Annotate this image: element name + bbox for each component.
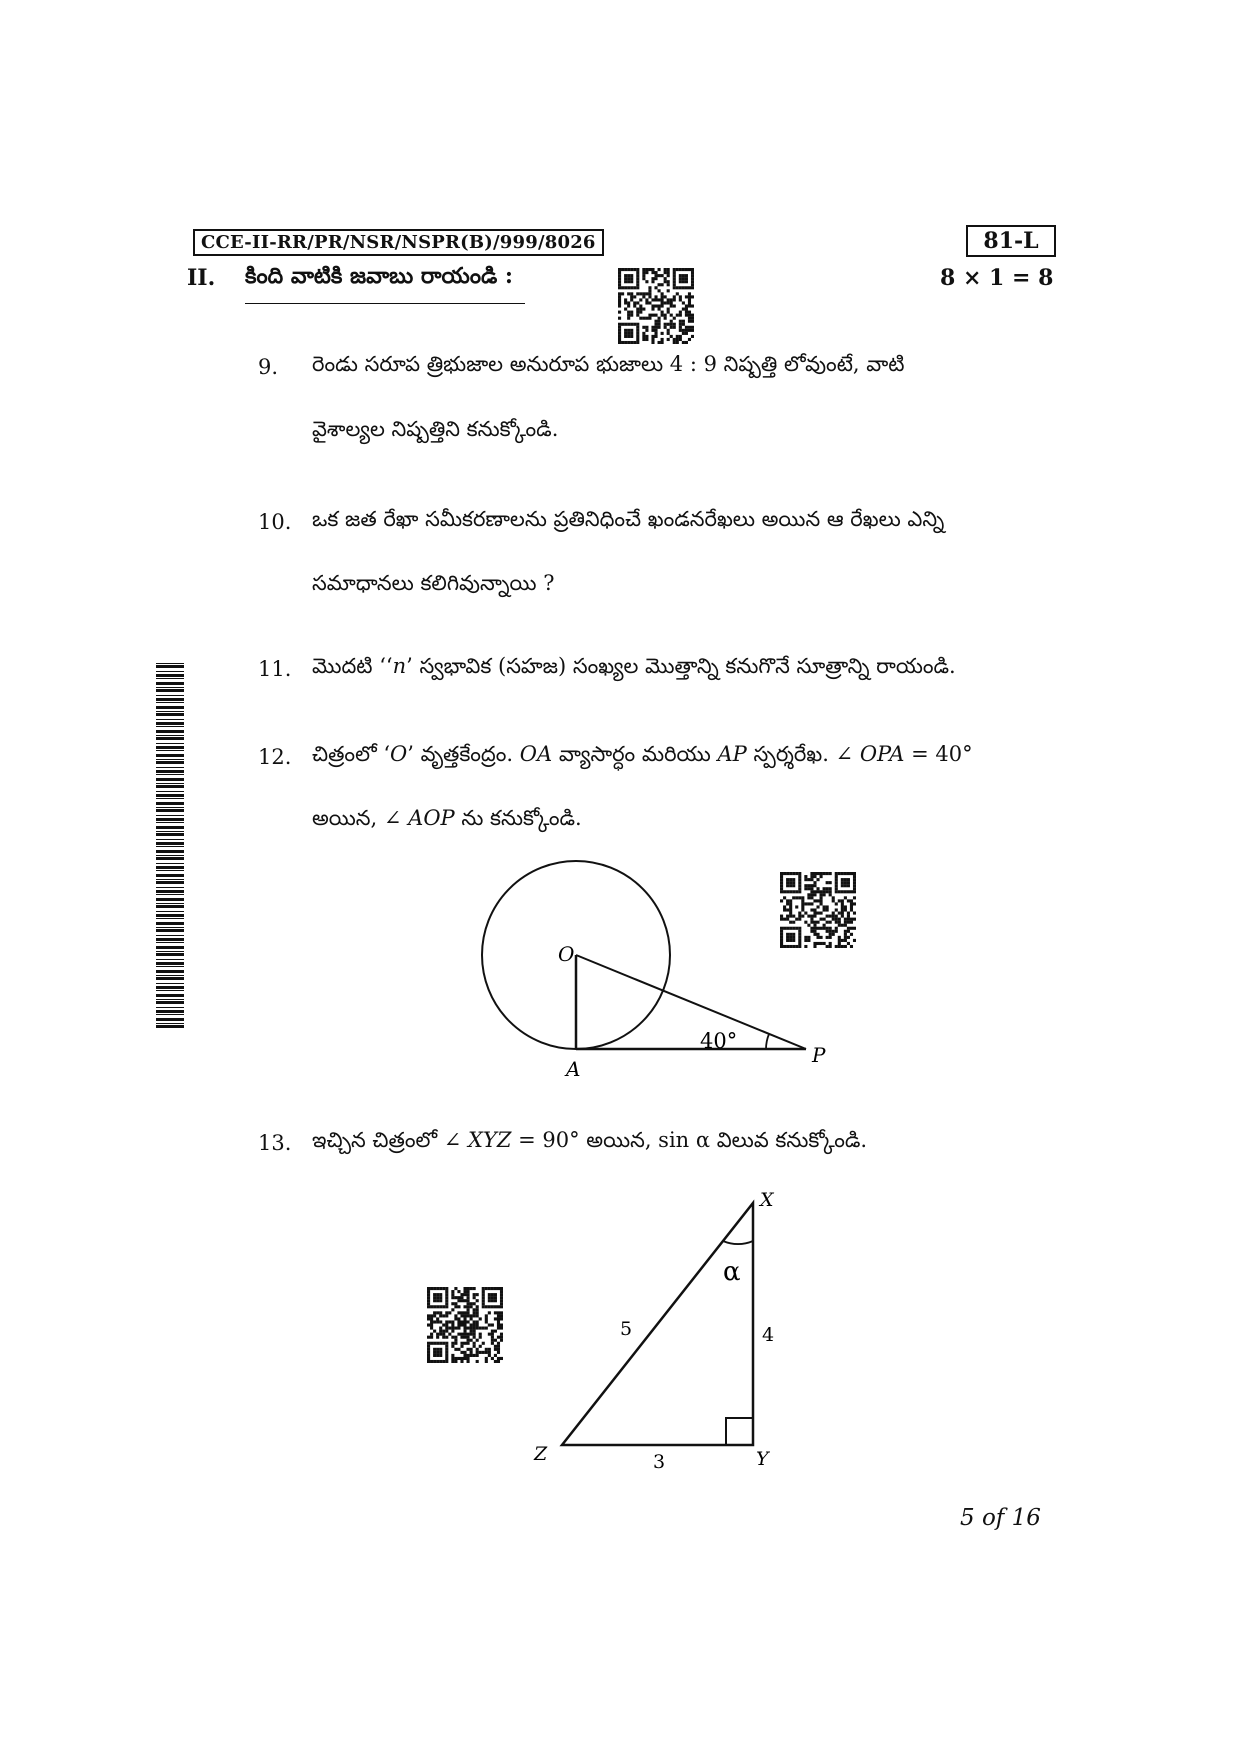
page-number: 5 of 16 bbox=[960, 1505, 1041, 1531]
question-12-line1: చిత్రంలో ‘O’ వృత్తకేంద్రం. OA వ్యాసార్ధం మరియు AP స్పర్శరేఖ. ∠ OPA = 40° bbox=[312, 742, 973, 766]
qr-code-figure13 bbox=[427, 1287, 503, 1363]
right-angle-marker bbox=[726, 1418, 753, 1445]
figure-right-triangle bbox=[520, 1180, 800, 1470]
question-paper-code: CCE-II-RR/PR/NSR/NSPR(B)/999/8026 bbox=[193, 229, 604, 256]
section-marks: 8 × 1 = 8 bbox=[940, 265, 1054, 291]
angle-label-40: 40° bbox=[700, 1029, 738, 1053]
figure-circle-tangent bbox=[470, 860, 850, 1090]
question-11-line1: మొదటి ‘‘n’ స్వభావిక (సహజ) సంఖ్యల మొత్తాన్ని కనుగొనే సూత్రాన్ని రాయండి. bbox=[312, 654, 956, 678]
section-number: II. bbox=[187, 265, 216, 291]
label-Y: Y bbox=[756, 1448, 769, 1470]
angle-arc-P bbox=[766, 1034, 769, 1049]
qr-code-top bbox=[618, 268, 694, 344]
side-label-XY: 4 bbox=[762, 1324, 775, 1346]
section-title: కింది వాటికి జవాబు రాయండి : bbox=[245, 263, 514, 289]
question-11-number: 11. bbox=[258, 657, 292, 681]
side-label-ZX: 5 bbox=[620, 1318, 633, 1340]
label-P: P bbox=[812, 1043, 826, 1067]
question-12-number: 12. bbox=[258, 745, 292, 769]
label-Z: Z bbox=[534, 1443, 548, 1465]
segment-OP bbox=[576, 955, 806, 1049]
question-10-line2: సమాధానలు కలిగివున్నాయి ? bbox=[312, 571, 555, 595]
question-9-line1: రెండు సరూప త్రిభుజాల అనురూప భుజాలు 4 : 9 నిష్పత్తి లోవుంటే, వాటి bbox=[312, 352, 905, 376]
section-title-underline bbox=[245, 303, 525, 304]
question-13-line1: ఇచ్చిన చిత్రంలో ∠ XYZ = 90° అయిన, sin α విలువ కనుక్కోండి. bbox=[312, 1128, 868, 1152]
question-10-number: 10. bbox=[258, 510, 292, 534]
label-O: O bbox=[558, 942, 575, 966]
question-13-number: 13. bbox=[258, 1131, 292, 1155]
label-A: A bbox=[566, 1057, 581, 1081]
question-10-line1: ఒక జత రేఖా సమీకరణాలను ప్రతినిధించే ఖండనరేఖలు అయిన ఆ రేఖలు ఎన్ని bbox=[312, 507, 945, 531]
question-12-line2: అయిన, ∠ AOP ను కనుక్కోండి. bbox=[312, 806, 582, 830]
question-9-number: 9. bbox=[258, 355, 279, 379]
triangle-XYZ bbox=[562, 1203, 753, 1445]
barcode-vertical bbox=[156, 663, 184, 1033]
side-label-ZY: 3 bbox=[653, 1451, 666, 1470]
label-X: X bbox=[760, 1189, 774, 1211]
question-9-line2: వైశాల్యల నిష్పత్తిని కనుక్కోండి. bbox=[312, 417, 559, 441]
angle-arc-alpha bbox=[723, 1241, 753, 1244]
label-alpha: α bbox=[723, 1257, 741, 1287]
paper-number-badge: 81-L bbox=[966, 225, 1056, 257]
